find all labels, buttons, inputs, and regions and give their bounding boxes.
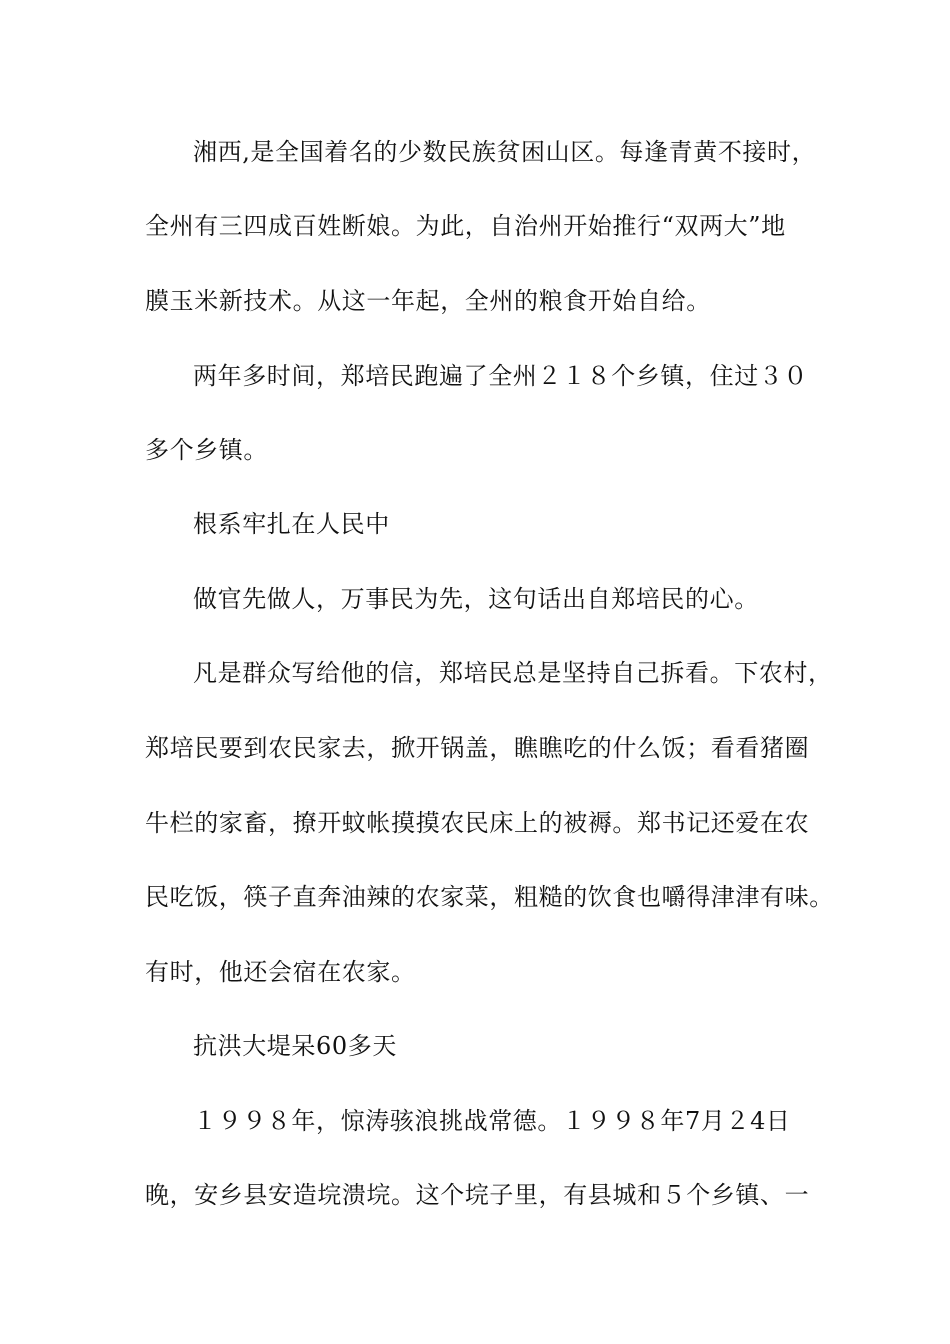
paragraph-line: 做官先做人，万事民为先，这句话出自郑培民的心。 xyxy=(193,585,759,613)
paragraph-line: 有时，他还会宿在农家。 xyxy=(145,958,416,986)
paragraph-line: 膜玉米新技术。从这一年起，全州的粮食开始自给。 xyxy=(145,287,711,315)
section-heading: 根系牢扎在人民中 xyxy=(193,510,390,538)
paragraph-line: 全州有三四成百姓断娘。为此，自治州开始推行“双两大”地 xyxy=(145,212,786,240)
paragraph-line: 牛栏的家畜，撩开蚊帐摸摸农民床上的被褥。郑书记还爱在农 xyxy=(145,809,810,837)
paragraph-line: 晚，安乡县安造垸溃垸。这个垸子里，有县城和５个乡镇、一 xyxy=(145,1181,810,1209)
paragraph-line: 民吃饭，筷子直奔油辣的农家菜，粗糙的饮食也嚼得津津有味。 xyxy=(145,883,834,911)
paragraph-line: 两年多时间，郑培民跑遍了全州２１８个乡镇，住过３０ xyxy=(193,362,808,390)
section-heading: 抗洪大堤呆60多天 xyxy=(193,1032,397,1060)
paragraph-line: 郑培民要到农民家去，掀开锅盖，瞧瞧吃的什么饭；看看猪圈 xyxy=(145,734,810,762)
paragraph-line: 多个乡镇。 xyxy=(145,436,268,464)
paragraph-line: １９９８年，惊涛骇浪挑战常德。１９９８年7月２4日 xyxy=(193,1107,791,1135)
paragraph-line: 凡是群众写给他的信，郑培民总是坚持自己拆看。下农村， xyxy=(193,659,833,687)
paragraph-line: 湘西,是全国着名的少数民族贫困山区。每逢青黄不接时， xyxy=(193,138,817,166)
